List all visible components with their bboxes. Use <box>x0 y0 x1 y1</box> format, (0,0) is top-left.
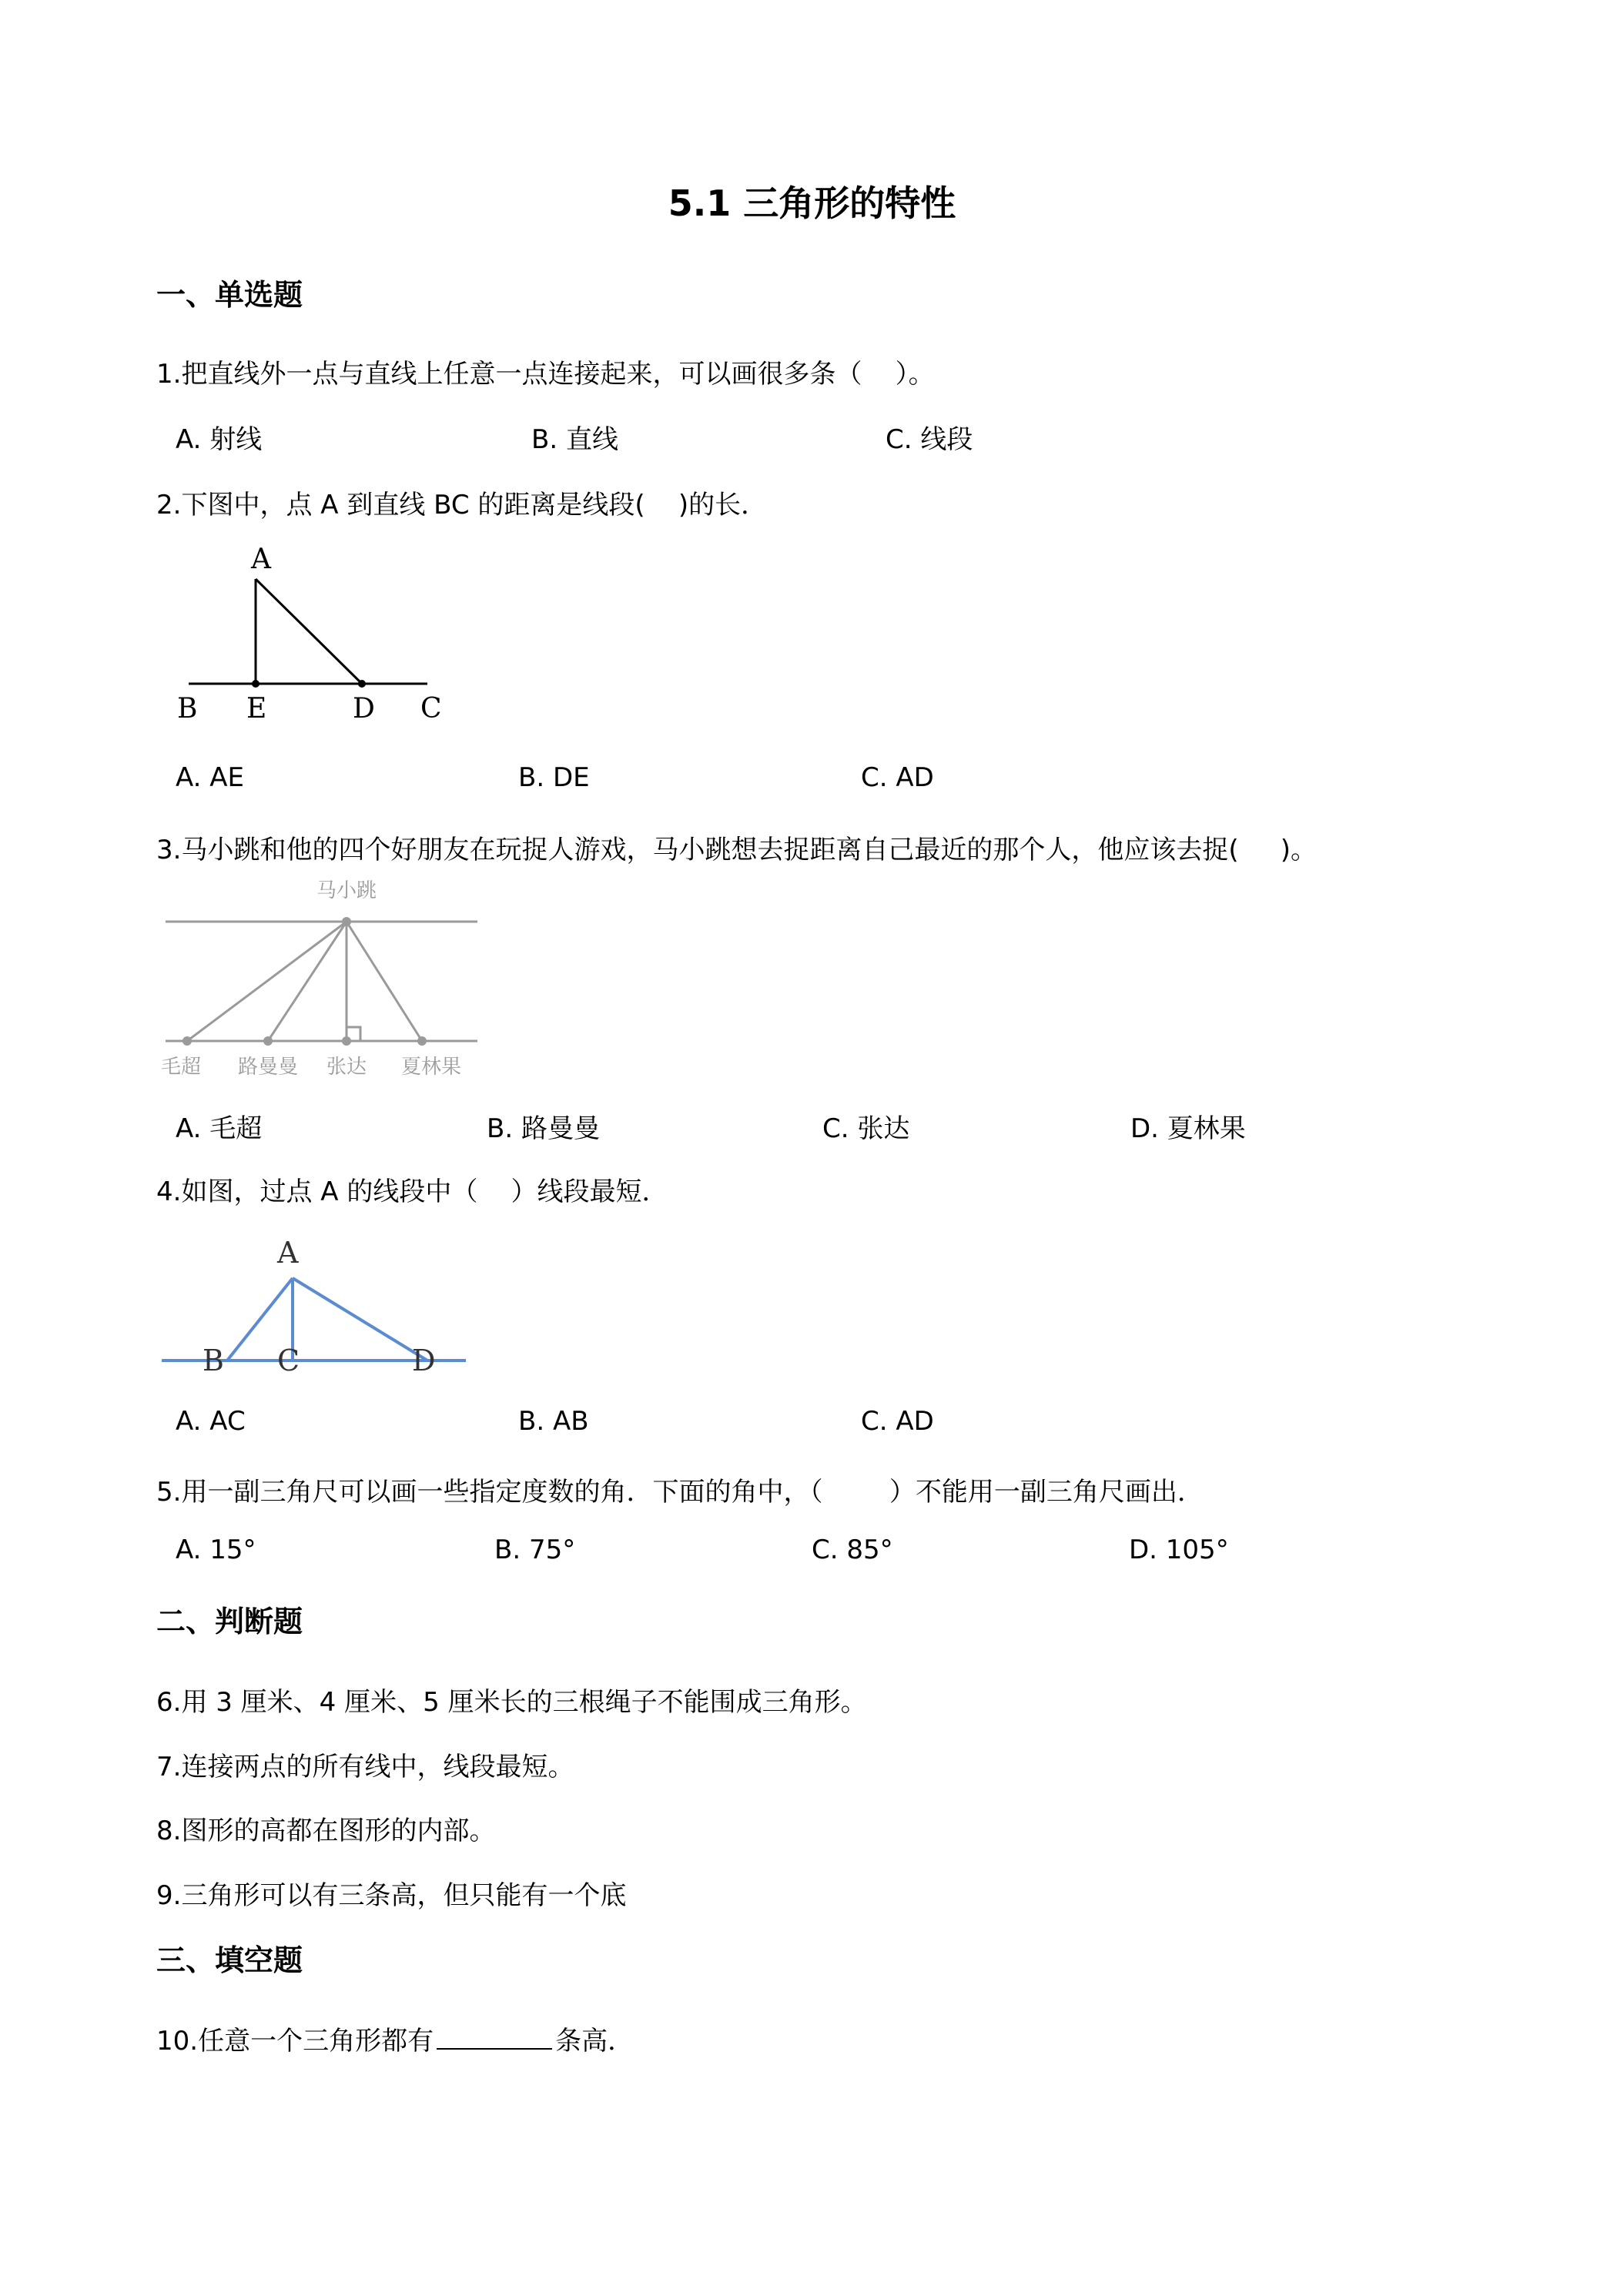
question-6: 6.用 3 厘米、4 厘米、5 厘米长的三根绳子不能围成三角形。 <box>156 1687 867 1718</box>
q4-label-c: C <box>277 1344 300 1377</box>
q3-label-4: 夏林果 <box>400 1056 462 1079</box>
question-10 <box>156 2020 634 2057</box>
q3-option-d: D. 夏林果 <box>1130 1113 1246 1144</box>
q1-option-a: A. 射线 <box>176 424 263 455</box>
q10-answer-blank[interactable] <box>437 2025 552 2050</box>
q3-point-top <box>342 917 351 926</box>
q4-segment-ad <box>293 1278 427 1361</box>
q3-point-1 <box>182 1036 192 1046</box>
question-9: 9.三角形可以有三条高，但只能有一个底 <box>156 1880 627 1911</box>
question-5: 5.用一副三角尺可以画一些指定度数的角．下面的角中，（ ）不能用一副三角尺画出． <box>156 1477 1204 1508</box>
q4-option-b: B. AB <box>518 1406 589 1437</box>
q3-segment-4 <box>347 922 422 1041</box>
q4-option-c: C. AD <box>861 1406 934 1437</box>
q10-text-before: 10.任意一个三角形都有 <box>156 2026 434 2057</box>
q4-label-a: A <box>277 1236 299 1270</box>
q3-label-2: 路曼曼 <box>237 1056 299 1079</box>
question-2: 2.下图中，点 A 到直线 BC 的距离是线段( )的长． <box>156 490 768 520</box>
q5-option-a: A. 15° <box>176 1535 256 1565</box>
page-title: 5.1 三角形的特性 <box>668 182 956 224</box>
q3-figure <box>158 874 489 1089</box>
q3-option-b: B. 路曼曼 <box>487 1113 600 1144</box>
q5-option-d: D. 105° <box>1129 1535 1229 1565</box>
q1-option-c: C. 线段 <box>886 424 973 455</box>
question-3: 3.马小跳和他的四个好朋友在玩捉人游戏，马小跳想去捉距离自己最近的那个人，他应该去捉( )。 <box>156 835 1318 865</box>
q3-label-1: 毛超 <box>160 1056 202 1079</box>
q3-segment-2 <box>268 922 347 1041</box>
q2-option-b: B. DE <box>518 762 590 793</box>
q2-option-c: C. AD <box>861 762 934 793</box>
q10-text-after: 条高． <box>555 2026 635 2057</box>
section-heading-fill-blank: 三、填空题 <box>156 1943 303 1977</box>
q3-option-a: A. 毛超 <box>176 1113 263 1144</box>
q5-option-c: C. 85° <box>812 1535 893 1565</box>
q2-label-c: C <box>420 693 442 725</box>
q2-label-b: B <box>177 693 198 725</box>
q3-segment-1 <box>187 922 347 1041</box>
question-4: 4.如图，过点 A 的线段中（ ）线段最短． <box>156 1176 668 1207</box>
q2-point-e <box>252 680 260 688</box>
question-8: 8.图形的高都在图形的内部。 <box>156 1816 496 1846</box>
q4-label-d: D <box>412 1344 436 1377</box>
q3-option-c: C. 张达 <box>822 1113 910 1144</box>
q3-label-top: 马小跳 <box>316 879 377 902</box>
q3-label-3: 张达 <box>326 1056 367 1079</box>
q4-figure <box>158 1224 481 1386</box>
q4-option-a: A. AC <box>176 1406 246 1437</box>
question-1: 1.把直线外一点与直线上任意一点连接起来，可以画很多条（ ）。 <box>156 359 935 390</box>
section-heading-single-choice: 一、单选题 <box>156 278 303 312</box>
section-heading-true-false: 二、判断题 <box>156 1605 303 1638</box>
q3-point-4 <box>417 1036 427 1046</box>
q2-point-d <box>358 680 366 688</box>
q2-label-d: D <box>353 693 375 725</box>
q4-label-b: B <box>203 1344 224 1377</box>
q5-option-b: B. 75° <box>494 1535 576 1565</box>
q2-label-a: A <box>251 544 271 575</box>
q1-option-b: B. 直线 <box>531 424 618 455</box>
q2-option-a: A. AE <box>176 762 245 793</box>
question-7: 7.连接两点的所有线中，线段最短。 <box>156 1752 574 1782</box>
q2-segment-ad <box>256 579 362 684</box>
q3-point-2 <box>263 1036 273 1046</box>
q2-figure <box>169 539 462 731</box>
q3-point-3 <box>342 1036 351 1046</box>
q2-label-e: E <box>246 693 267 725</box>
